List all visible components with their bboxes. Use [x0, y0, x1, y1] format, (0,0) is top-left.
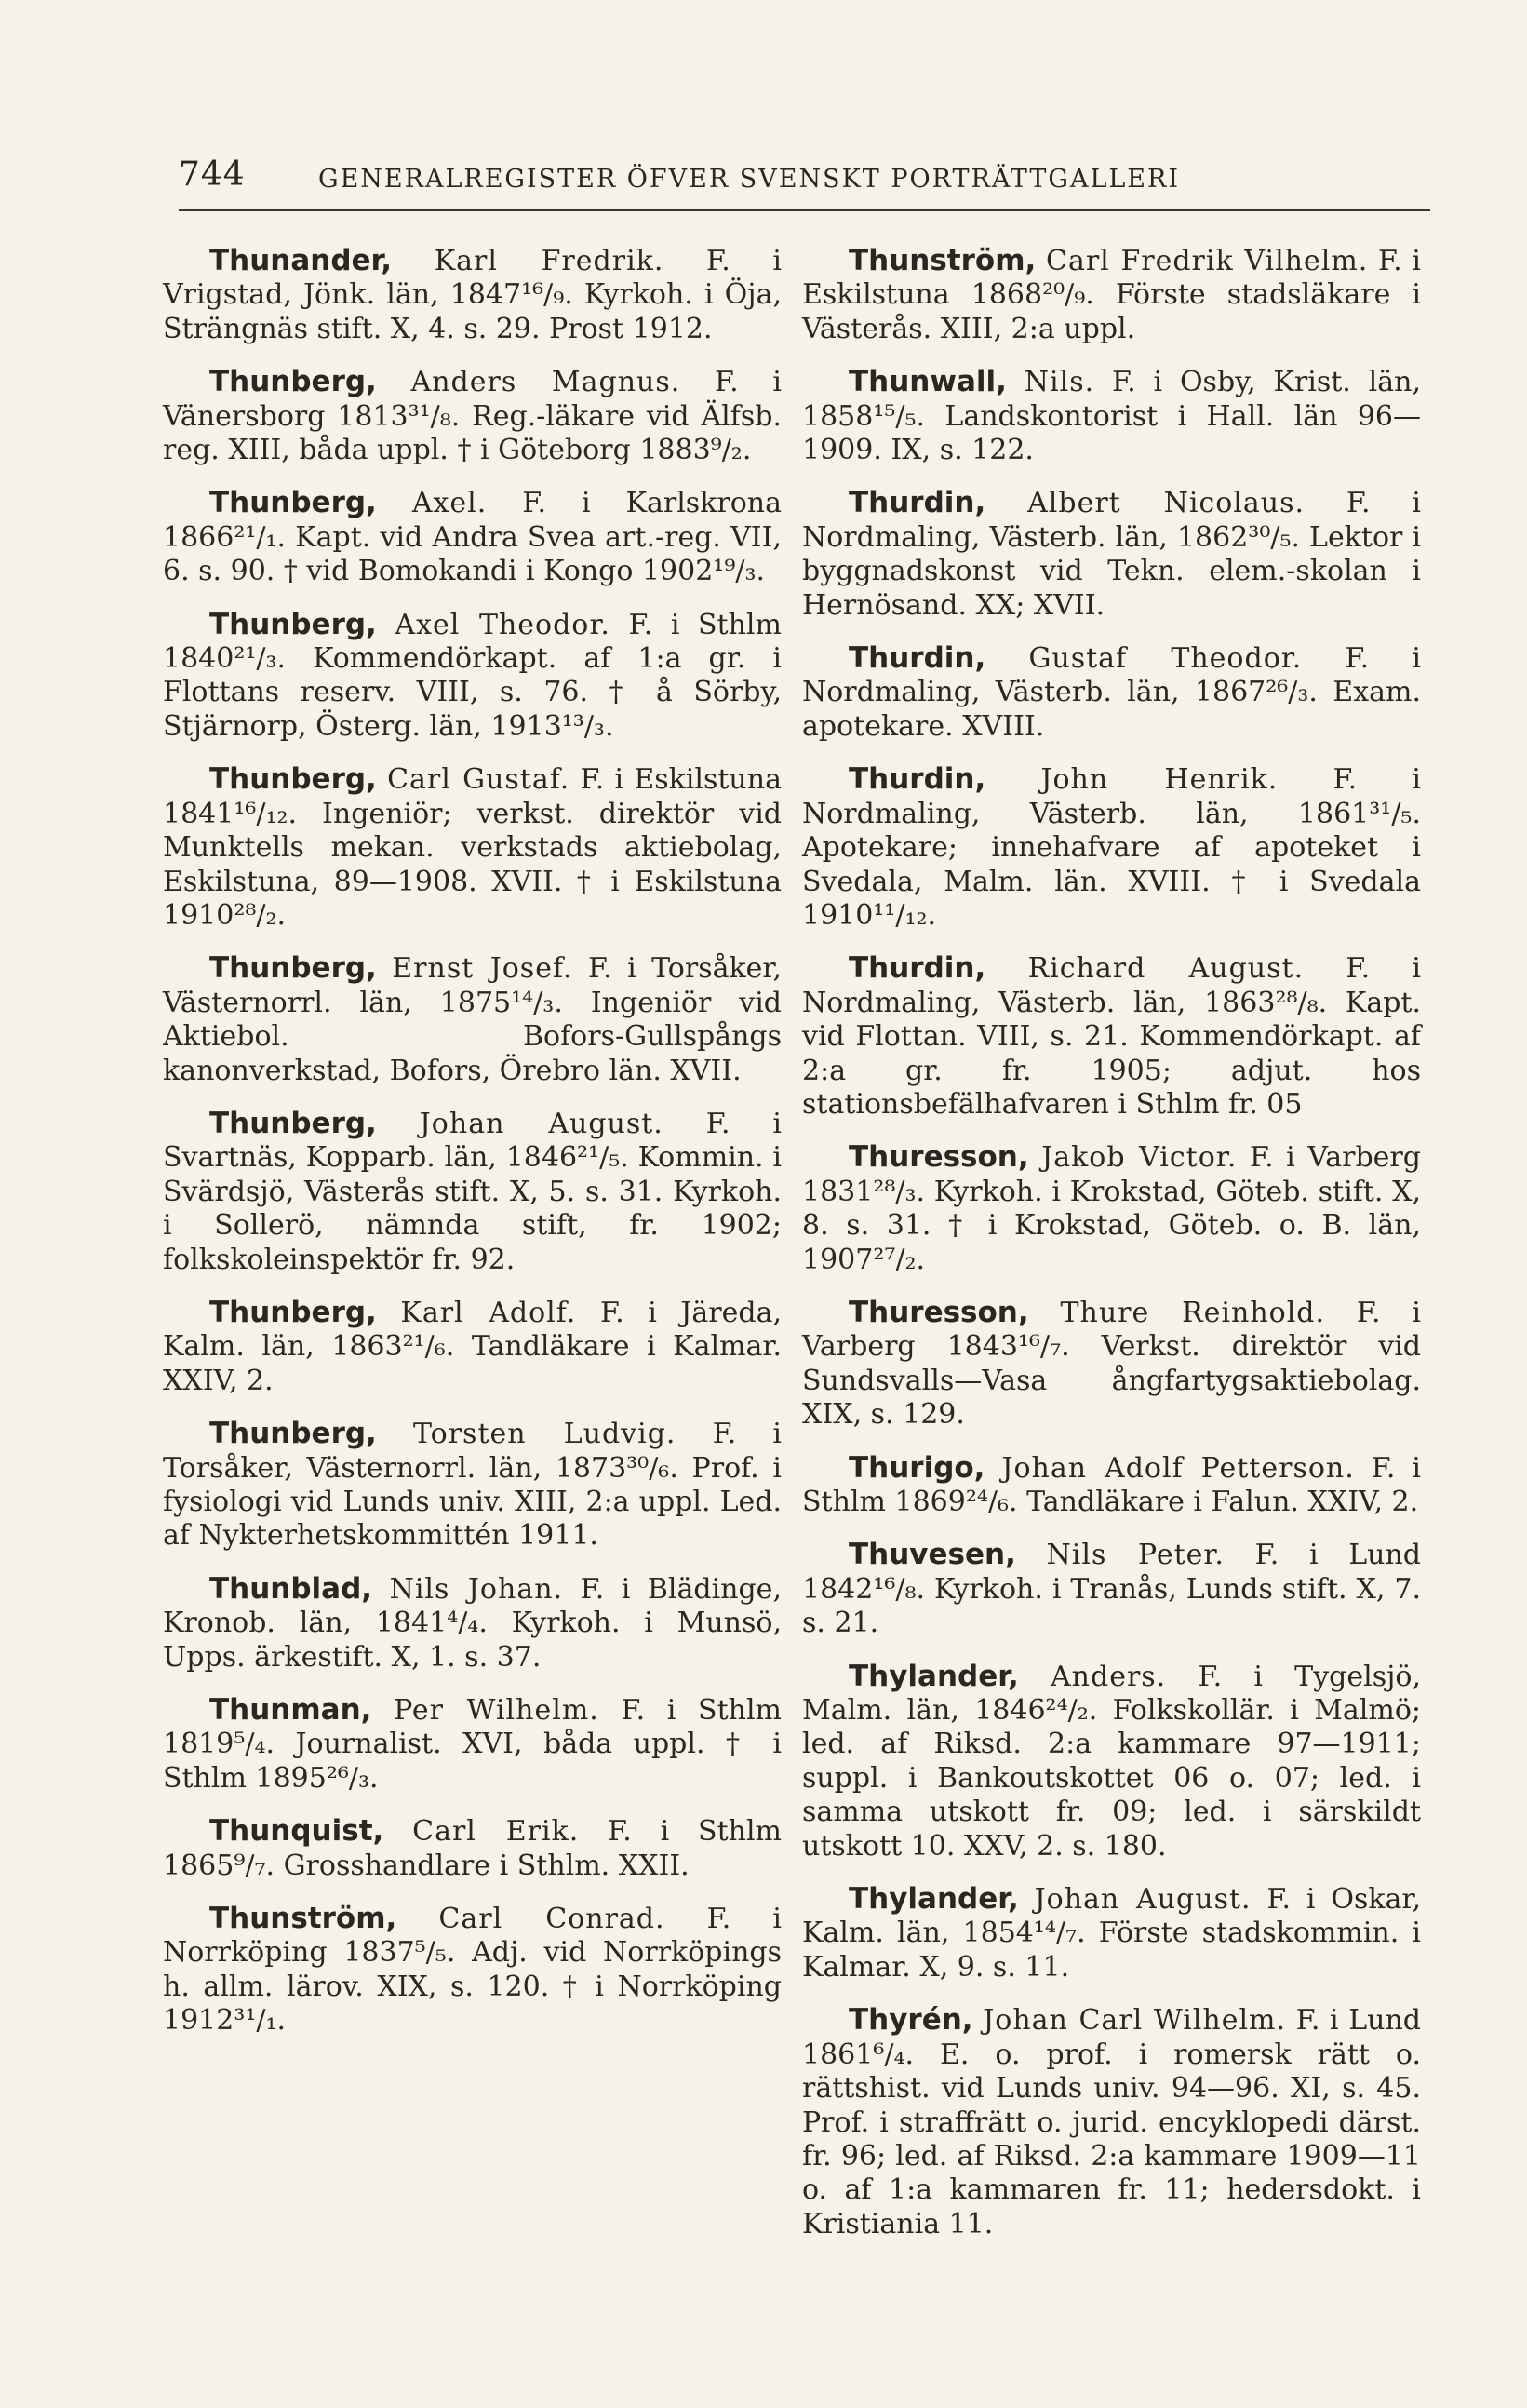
register-entry	[802, 762, 1421, 933]
register-entry	[802, 244, 1421, 346]
register-entry	[163, 244, 782, 346]
entry-surname: Thunblad,	[209, 1571, 373, 1606]
entry-surname: Thuvesen,	[849, 1538, 1016, 1572]
entry-surname: Thurdin,	[849, 951, 986, 986]
entry-surname: Thunberg,	[209, 762, 377, 797]
entry-text: F. i Tygelsjö, Malm. län, 1846²⁴/₂. Folkskollär. i Malmö; led. af Riksd. 2:a kammare 97—1911; suppl. i Bankoutskottet 06 o. 07; led. i samma utskott fr. 09; led. i särskildt utskott 10. XXV, 2. s. 180.	[802, 1660, 1421, 1863]
register-entry	[163, 1572, 782, 1675]
entry-given-names: Jakob Victor.	[1041, 1141, 1238, 1175]
entry-text: F. i Nordmaling, Västerb. län, 1861³¹/₅. Apotekare; innehafvare af apoteket i Svedala, Malm. län. XVIII. † i Svedala 1910¹¹/₁₂.	[802, 763, 1421, 932]
entry-given-names: Anders Magnus.	[410, 366, 681, 399]
entry-given-names: Anders.	[1051, 1660, 1167, 1693]
register-entry	[802, 1140, 1421, 1277]
register-entry	[163, 762, 782, 933]
entry-surname: Thuresson,	[849, 1295, 1029, 1329]
register-entry	[802, 951, 1421, 1122]
entry-given-names: Richard August.	[1027, 952, 1305, 986]
register-entry	[802, 2003, 1421, 2241]
register-entry	[802, 1660, 1421, 1863]
register-entry	[163, 951, 782, 1088]
entry-surname: Thurdin,	[849, 762, 986, 797]
entry-surname: Thunander,	[209, 244, 393, 277]
entry-text: F. i Osby, Krist. län, 1858¹⁵/₅. Landskontorist i Hall. län 96—1909. IX, s. 122.	[802, 366, 1421, 467]
entry-surname: Thunberg,	[209, 1295, 377, 1329]
register-entry	[163, 1693, 782, 1796]
entry-text: F. i Järeda, Kalm. län, 1863²¹/₆. Tandläkare i Kalmar. XXIV, 2.	[163, 1296, 783, 1397]
register-entry	[802, 1538, 1421, 1640]
register-entry	[802, 1451, 1421, 1520]
entry-given-names: Johan August.	[419, 1107, 663, 1140]
entry-text: F. i Sthlm 1840²¹/₃. Kommendörkapt. af 1:a gr. i Flottans reserv. VIII, s. 76. † å Sörby, Stjärnorp, Österg. län, 1913¹³/₃.	[163, 608, 782, 743]
entry-text: F. i Blädinge, Kronob. län, 1841⁴/₄. Kyrkoh. i Munsö, Upps. ärkestift. X, 1. s. 37.	[163, 1572, 782, 1674]
entry-given-names: Per Wilhelm.	[394, 1694, 599, 1728]
entry-given-names: Carl Fredrik Vilhelm.	[1045, 245, 1369, 277]
entry-text: F. i Svartnäs, Kopparb. län, 1846²¹/₅. Kommin. i Svärdsjö, Västerås stift. X, 5. s. 31. Kyrkoh. i Sollerö, nämnda stift, fr. 1902; folkskoleinspektör fr. 92.	[163, 1107, 783, 1276]
page-number: 744	[179, 155, 246, 194]
entry-surname: Thunquist,	[209, 1814, 384, 1849]
entry-given-names: John Henrik.	[1040, 763, 1279, 797]
entry-given-names: Ernst Josef.	[392, 952, 573, 986]
entry-text: F. i Vrigstad, Jönk. län, 1847¹⁶/₉. Kyrkoh. i Öja, Strängnäs stift. X, 4. s. 29. Prost 1912.	[163, 245, 782, 345]
entry-given-names: Thure Reinhold.	[1060, 1296, 1326, 1329]
right-column	[802, 244, 1421, 2260]
entry-surname: Thunström,	[209, 1902, 397, 1936]
entry-text: F. i Lund 1842¹⁶/₈. Kyrkoh. i Tranås, Lunds stift. X, 7. s. 21.	[802, 1539, 1421, 1640]
register-entry	[163, 1814, 782, 1883]
register-entry	[802, 365, 1421, 467]
page-header	[179, 154, 1430, 211]
entry-surname: Thunberg,	[209, 486, 377, 520]
register-entry	[163, 1902, 782, 2038]
running-title: GENERALREGISTER ÖFVER SVENSKT PORTRÄTTGALLERI	[318, 165, 1181, 194]
entry-given-names: Johan Carl Wilhelm.	[983, 2004, 1287, 2038]
entry-surname: Thylander,	[849, 1659, 1019, 1693]
entry-surname: Thunström,	[849, 244, 1037, 277]
register-entry	[163, 1417, 782, 1554]
entry-text: F. i Varberg 1843¹⁶/₇. Verkst. direktör vid Sundsvalls—Vasa ångfartygsaktiebolag. XIX, s. 129.	[802, 1296, 1422, 1432]
entry-text: F. i Sthlm 1865⁹/₇. Grosshandlare i Sthlm. XXII.	[163, 1815, 782, 1882]
register-entry	[163, 1107, 782, 1277]
entry-given-names: Torsten Ludvig.	[412, 1418, 676, 1451]
entry-text: F. i Eskilstuna 1841¹⁶/₁₂. Ingeniör; verkst. direktör vid Munktells mekan. verkstads aktiebolag, Eskilstuna, 89—1908. XVII. † i Eskilstuna 1910²⁸/₂.	[163, 763, 782, 932]
entry-given-names: Carl Conrad.	[438, 1903, 665, 1936]
entry-surname: Thurdin,	[849, 486, 986, 520]
entry-text: F. i Karlskrona 1866²¹/₁. Kapt. vid Andra Svea art.-reg. VII, 6. s. 90. † vid Bomokandi i Kongo 1902¹⁹/₃.	[163, 487, 782, 588]
entry-text: F. i Oskar, Kalm. län, 1854¹⁴/₇. Förste stadskommin. i Kalmar. X, 9. s. 11.	[802, 1883, 1421, 1984]
entry-given-names: Karl Fredrik.	[434, 245, 664, 277]
entry-given-names: Johan Adolf Petterson.	[1001, 1451, 1355, 1485]
entry-given-names: Carl Erik.	[412, 1815, 580, 1849]
entry-given-names: Nils Johan.	[389, 1572, 564, 1606]
entry-given-names: Axel Theodor.	[395, 608, 610, 641]
entry-surname: Thunberg,	[209, 1106, 377, 1140]
entry-text: F. i Nordmaling, Västerb. län, 1867²⁶/₃. Exam. apotekare. XVIII.	[802, 642, 1421, 743]
entry-text: F. i Vänersborg 1813³¹/₈. Reg.-läkare vid Älfsb. reg. XIII, båda uppl. † i Göteborg 1883⁹/₂.	[163, 366, 782, 467]
register-entry	[163, 608, 782, 745]
entry-text: F. i Norrköping 1837⁵/₅. Adj. vid Norrköpings h. allm. lärov. XIX, s. 120. † i Norrköping 1912³¹/₁.	[163, 1903, 783, 2038]
entry-given-names: Albert Nicolaus.	[1027, 487, 1306, 520]
entry-surname: Thunberg,	[209, 1417, 377, 1451]
entry-given-names: Axel.	[411, 487, 488, 520]
entry-given-names: Carl Gustaf.	[387, 763, 570, 797]
entry-text: F. i Nordmaling, Västerb. län, 1862³⁰/₅. Lektor i byggnadskonst vid Tekn. elem.-skolan i Hernösand. XX; XVII.	[802, 487, 1421, 622]
register-entry	[802, 641, 1421, 744]
entry-surname: Thunberg,	[209, 951, 377, 986]
entry-surname: Thurdin,	[849, 641, 986, 676]
entry-surname: Thuresson,	[849, 1140, 1029, 1175]
register-entry	[802, 1882, 1421, 1984]
register-entry	[802, 1296, 1421, 1433]
entry-text: F. i Nordmaling, Västerb. län, 1863²⁸/₈. Kapt. vid Flottan. VIII, s. 21. Kommendörkapt. af 2:a gr. fr. 1905; adjut. hos stationsbefälhafvaren i Sthlm fr. 05	[802, 952, 1421, 1121]
entry-text: F. i Lund 1861⁶/₄. E. o. prof. i romersk rätt o. rättshist. vid Lunds univ. 94—96. XI, s. 45. Prof. i straffrätt o. jurid. encyklopedi därst. fr. 96; led. af Riksd. 2:a kammare 1909—11 o. af 1:a kammaren fr. 11; hedersdokt. i Kristiania 11.	[802, 2004, 1421, 2240]
register-entry	[163, 1296, 782, 1398]
entry-surname: Thunwall,	[849, 365, 1007, 399]
entry-surname: Thyrén,	[849, 2003, 973, 2038]
register-entry	[802, 486, 1421, 623]
entry-surname: Thunman,	[209, 1693, 372, 1728]
register-entry	[163, 486, 782, 588]
entry-text: F. i Eskilstuna 1868²⁰/₉. Förste stadsläkare i Västerås. XIII, 2:a uppl.	[802, 245, 1421, 345]
entry-given-names: Karl Adolf.	[400, 1296, 577, 1329]
entry-text: F. i Torsåker, Västernorrl. län, 1875¹⁴/₃. Ingeniör vid Aktiebol. Bofors-Gullspångs kanonverkstad, Bofors, Örebro län. XVII.	[163, 952, 782, 1087]
entry-surname: Thunberg,	[209, 365, 377, 399]
left-column	[163, 244, 782, 2057]
entry-text: F. i Torsåker, Västernorrl. län, 1873³⁰/₆. Prof. i fysiologi vid Lunds univ. XIII, 2:a uppl. Led. af Nykterhetskommittén 1911.	[163, 1418, 782, 1553]
entry-given-names: Nils.	[1024, 366, 1095, 399]
entry-text: F. i Sthlm 1869²⁴/₆. Tandläkare i Falun. XXIV, 2.	[802, 1451, 1421, 1518]
entry-given-names: Gustaf Theodor.	[1028, 642, 1303, 676]
entry-surname: Thunberg,	[209, 607, 377, 641]
entry-surname: Thylander,	[849, 1882, 1019, 1917]
register-entry	[163, 365, 782, 467]
entry-text: F. i Varberg 1831²⁸/₃. Kyrkoh. i Krokstad, Göteb. stift. X, 8. s. 31. † i Krokstad, Göteb. o. B. län, 1907²⁷/₂.	[802, 1141, 1421, 1276]
entry-text: F. i Sthlm 1819⁵/₄. Journalist. XVI, båda uppl. † i Sthlm 1895²⁶/₃.	[163, 1694, 782, 1795]
entry-given-names: Johan August.	[1034, 1883, 1252, 1917]
entry-surname: Thurigo,	[849, 1450, 985, 1485]
entry-given-names: Nils Peter.	[1046, 1539, 1225, 1572]
